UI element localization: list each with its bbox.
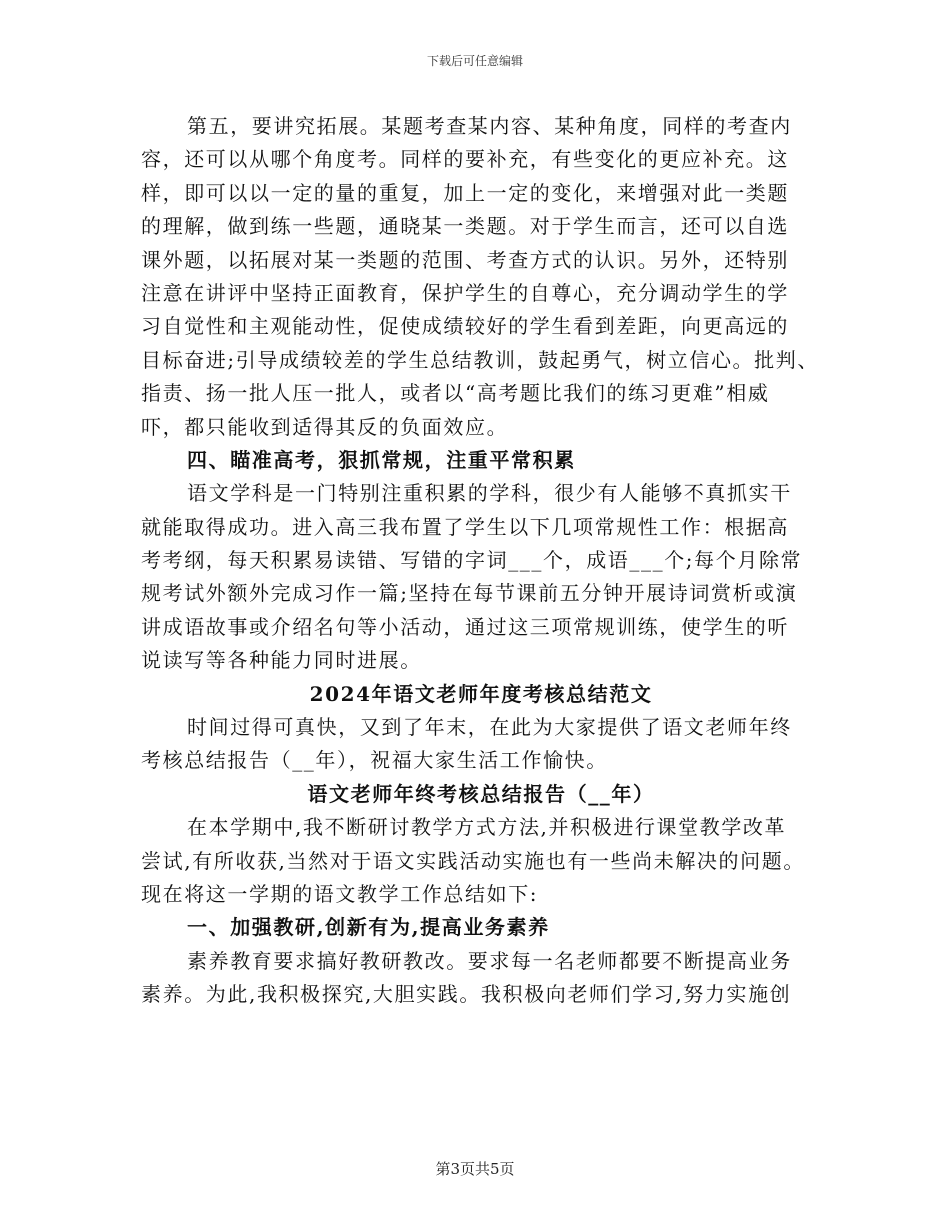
text-line: 在本学期中,我不断研讨教学方式方法,并积极进行课堂教学改革 [187,815,787,840]
text-line: 时间过得可真快，又到了年末，在此为大家提供了语文老师年终 [187,715,792,740]
text-line: 课外题，以拓展对某一类题的范围、考查方式的认识。另外，还特别 [141,247,789,272]
section-heading: 一、加强教研,创新有为,提高业务素养 [187,915,550,940]
text-line: 容，还可以从哪个角度考。同样的要补充，有些变化的更应补充。这 [141,147,789,172]
text-line: 样，即可以以一定的量的重复，加上一定的变化，来增强对此一类题 [141,180,789,205]
report-title: 语文老师年终考核总结报告（__年） [307,781,655,806]
section-heading: 四、瞄准高考，狠抓常规，注重平常积累 [187,447,576,472]
page-header: 下载后可任意编辑 [426,54,523,68]
page-number: 第3页共5页 [435,1160,515,1178]
text-line: 就能取得成功。进入高三我布置了学生以下几项常规性工作：根据高 [141,514,789,539]
text-line: 考核总结报告（__年），祝福大家生活工作愉快。 [141,748,608,773]
text-line: 素养教育要求搞好教研教改。要求每一名老师都要不断提高业务 [187,948,792,973]
text-line: 目标奋进;引导成绩较差的学生总结教训，鼓起勇气，树立信心。批判、 [141,347,819,372]
text-line: 素养。为此,我积极探究,大胆实践。我积极向老师们学习,努力实施创 [141,982,792,1007]
text-line: 讲成语故事或介绍名句等小活动，通过这三项常规训练，使学生的听 [141,614,789,639]
text-line: 说读写等各种能力同时进展。 [141,648,422,673]
text-line: 习自觉性和主观能动性，促使成绩较好的学生看到差距，向更高远的 [141,314,789,339]
text-line: 现在将这一学期的语文教学工作总结如下: [141,881,539,906]
text-line: 吓，都只能收到适得其反的负面效应。 [141,414,509,439]
text-line: 注意在讲评中坚持正面教育，保护学生的自尊心，充分调动学生的学 [141,280,789,305]
article-title: 2024年语文老师年度考核总结范文 [309,681,653,706]
text-line: 指责、扬一批人压一批人，或者以“高考题比我们的练习更难”相威 [141,381,770,406]
text-line: 尝试,有所收获,当然对于语文实践活动实施也有一些尚未解决的问题。 [141,848,805,873]
text-line: 考考纲，每天积累易读错、写错的字词___个，成语___个;每个月除常 [141,548,803,573]
text-line: 的理解，做到练一些题，通晓某一类题。对于学生而言，还可以自选 [141,214,789,239]
document-body [141,110,821,1012]
text-line: 语文学科是一门特别注重积累的学科，很少有人能够不真抓实干 [187,481,792,506]
text-line: 规考试外额外完成习作一篇;坚持在每节课前五分钟开展诗词赏析或演 [141,581,798,606]
text-line: 第五，要讲究拓展。某题考查某内容、某种角度，同样的考查内 [187,114,792,138]
